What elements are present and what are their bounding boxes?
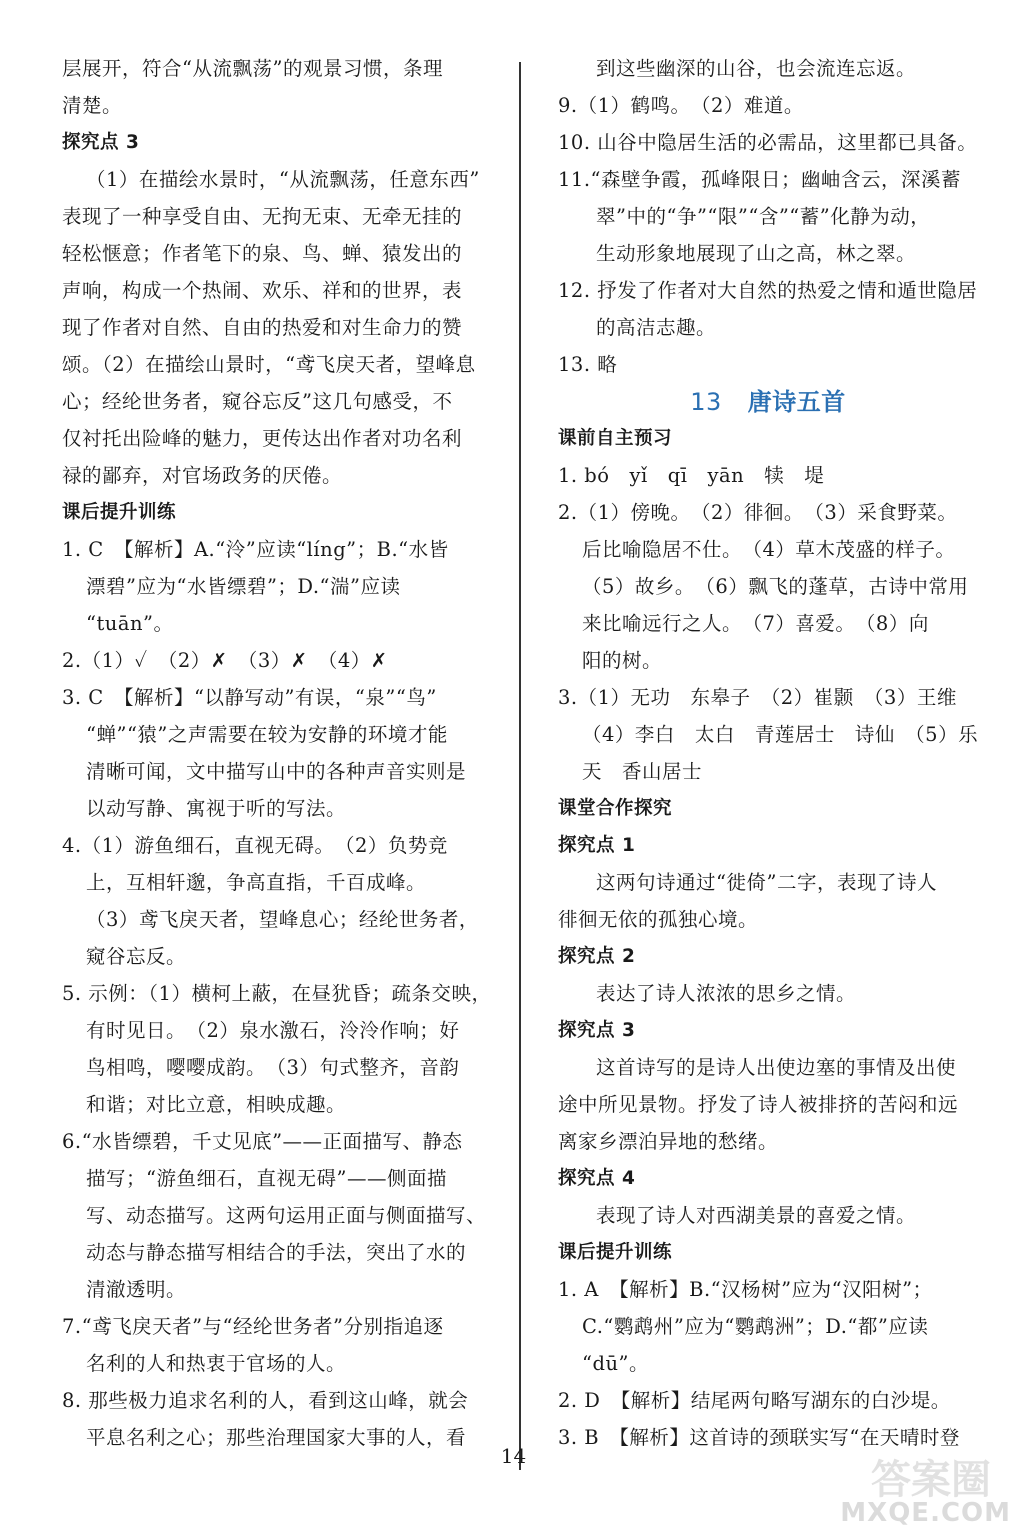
text-line: 徘徊无依的孤独心境。: [558, 908, 759, 931]
text-line: 的高洁志趣。: [596, 316, 717, 339]
text-line: 动态与静态描写相结合的手法，突出了水的: [86, 1241, 467, 1264]
text-line: 1. C 【解析】A.“泠”应读“líng”；B.“水皆: [62, 538, 449, 561]
text-line: 表达了诗人浓浓的思乡之情。: [596, 982, 857, 1005]
text-line: 5. 示例：（1）横柯上蔽，在昼犹昏；疏条交映，: [62, 982, 492, 1005]
text-line: 平息名利之心；那些治理国家大事的人，看: [86, 1426, 467, 1449]
text-line: 禄的鄙弃，对官场政务的厌倦。: [62, 464, 343, 487]
text-line: 表现了诗人对西湖美景的喜爱之情。: [596, 1204, 917, 1227]
text-line: 后比喻隐居不仕。 （4）草木茂盛的样子。: [582, 538, 956, 561]
text-line: 2.（1）傍晚。 （2）徘徊。 （3）采食野菜。: [558, 501, 958, 524]
text-line: （4）李白 太白 青莲居士 诗仙 （5）乐: [582, 723, 979, 746]
text-line: 3. C 【解析】“以静写动”有误，“泉”“鸟”: [62, 686, 437, 709]
text-line: 层展开，符合“从流飘荡”的观景习惯，条理: [62, 57, 443, 80]
watermark: [831, 1448, 1011, 1528]
page-number: 14: [500, 1444, 527, 1468]
text-line: 3.（1）无功 东皋子 （2）崔颢 （3）王维: [558, 686, 957, 709]
text-line: 途中所见景物。抒发了诗人被排挤的苦闷和远: [558, 1093, 959, 1116]
text-line: （3）鸢飞戾天者，望峰息心；经纶世务者，: [86, 908, 479, 931]
text-line: 心；经纶世务者，窥谷忘反”这几句感受，不: [62, 390, 453, 413]
text-line: 1. A 【解析】B.“汉杨树”应为“汉阳树”；: [558, 1278, 933, 1301]
text-line: 4.（1）游鱼细石，直视无碍。 （2）负势竞: [62, 834, 448, 857]
text-line: 窥谷忘反。: [86, 945, 187, 968]
section-heading: 探究点 3: [558, 1020, 636, 1041]
text-line: 有时见日。 （2）泉水激石，泠泠作响；好: [86, 1019, 460, 1042]
watermark-logo: 答案圈: [871, 1457, 991, 1503]
section-heading: 探究点 1: [558, 835, 636, 856]
text-line: 离家乡漂泊异地的愁绪。: [558, 1130, 779, 1153]
section-heading: 探究点 4: [558, 1168, 636, 1189]
text-line: 清楚。: [62, 94, 123, 117]
section-heading: 探究点 2: [558, 946, 636, 967]
section-heading: 课后提升训练: [558, 1242, 673, 1263]
lesson-title: [558, 383, 978, 420]
text-line: 3. B 【解析】这首诗的颈联实写“在天晴时登: [558, 1426, 960, 1449]
text-line: 2.（1）✓ （2）✗ （3）✗ （4）✗: [62, 649, 388, 672]
text-line: “tuān”。: [86, 612, 174, 635]
text-line: 仅衬托出险峰的魅力，更传达出作者对功名利: [62, 427, 463, 450]
text-line: 鸟相鸣，嘤嘤成韵。 （3）句式整齐，音韵: [86, 1056, 460, 1079]
text-line: 7.“鸢飞戾天者”与“经纶世务者”分别指追逐: [62, 1315, 444, 1338]
text-line: 轻松惬意；作者笔下的泉、鸟、蝉、猿发出的: [62, 242, 463, 265]
text-line: 2. D 【解析】结尾两句略写湖东的白沙堤。: [558, 1389, 951, 1412]
text-line: 表现了一种享受自由、无拘无束、无牵无挂的: [62, 205, 463, 228]
text-line: 6.“水皆缥碧，千丈见底”——正面描写、静态: [62, 1130, 463, 1153]
text-line: 上，互相轩邈，争高直指，千百成峰。: [86, 871, 427, 894]
text-line: 以动写静、寓视于听的写法。: [86, 797, 347, 820]
text-line: 10. 山谷中隐居生活的必需品，这里都已具备。: [558, 131, 978, 154]
text-line: 这首诗写的是诗人出使边塞的事情及出使: [596, 1056, 957, 1079]
text-line: 声响，构成一个热闹、欢乐、祥和的世界，表: [62, 279, 463, 302]
left-column: [62, 50, 492, 1456]
column-divider: [519, 62, 521, 1470]
text-line: 漂碧”应为“水皆缥碧”；D.“湍”应读: [86, 575, 401, 598]
section-heading: 课堂合作探究: [558, 798, 673, 819]
section-heading: 课前自主预习: [558, 428, 673, 449]
text-line: 到这些幽深的山谷，也会流连忘返。: [596, 57, 917, 80]
section-heading: 探究点 3: [62, 132, 140, 153]
text-line: 清澈透明。: [86, 1278, 187, 1301]
text-line: “蝉”“猿”之声需要在较为安静的环境才能: [86, 723, 448, 746]
lesson-name: 唐诗五首: [747, 387, 846, 416]
text-line: 生动形象地展现了山之高，林之翠。: [596, 242, 917, 265]
text-line: C.“鹦鹉州”应为“鹦鹉洲”；D.“都”应读: [582, 1315, 929, 1338]
watermark-text: MXQE.COM: [840, 1498, 1011, 1528]
text-line: 现了作者对自然、自由的热爱和对生命力的赞: [62, 316, 463, 339]
text-line: 写、动态描写。这两句运用正面与侧面描写、: [86, 1204, 487, 1227]
text-line: 9.（1）鹤鸣。 （2）难道。: [558, 94, 804, 117]
text-line: （5）故乡。 （6）飘飞的蓬草，古诗中常用: [582, 575, 969, 598]
text-line: 这两句诗通过“徙倚”二字，表现了诗人: [596, 871, 937, 894]
text-line: 11.“森壁争霞，孤峰限日；幽岫含云，深溪蓄: [558, 168, 961, 191]
lesson-number: 13: [690, 388, 722, 416]
section-heading: 课后提升训练: [62, 502, 177, 523]
text-line: 描写；“游鱼细石，直视无碍”——侧面描: [86, 1167, 447, 1190]
text-line: 12. 抒发了作者对大自然的热爱之情和遁世隐居: [558, 279, 978, 302]
text-line: 名利的人和热衷于官场的人。: [86, 1352, 347, 1375]
text-line: 清晰可闻，文中描写山中的各种声音实则是: [86, 760, 467, 783]
text-line: 颂。（2）在描绘山景时，“鸢飞戾天者，望峰息: [62, 353, 476, 376]
text-line: 翠”中的“争”“限”“含”“蓄”化静为动，: [596, 205, 931, 228]
text-line: 天 香山居士: [582, 760, 703, 783]
text-line: 8. 那些极力追求名利的人，看到这山峰，就会: [62, 1389, 469, 1412]
text-line: 和谐；对比立意，相映成趣。: [86, 1093, 347, 1116]
text-line: 阳的树。: [582, 649, 663, 672]
text-line: 1. bó yǐ qī yān 犊 堤: [558, 464, 825, 487]
text-line: 13. 略: [558, 353, 618, 376]
right-column: [558, 50, 978, 1456]
text-line: 来比喻远行之人。 （7）喜爱。 （8）向: [582, 612, 929, 635]
text-line: “dū”。: [582, 1352, 649, 1375]
text-line: （1）在描绘水景时，“从流飘荡，任意东西”: [86, 168, 480, 191]
